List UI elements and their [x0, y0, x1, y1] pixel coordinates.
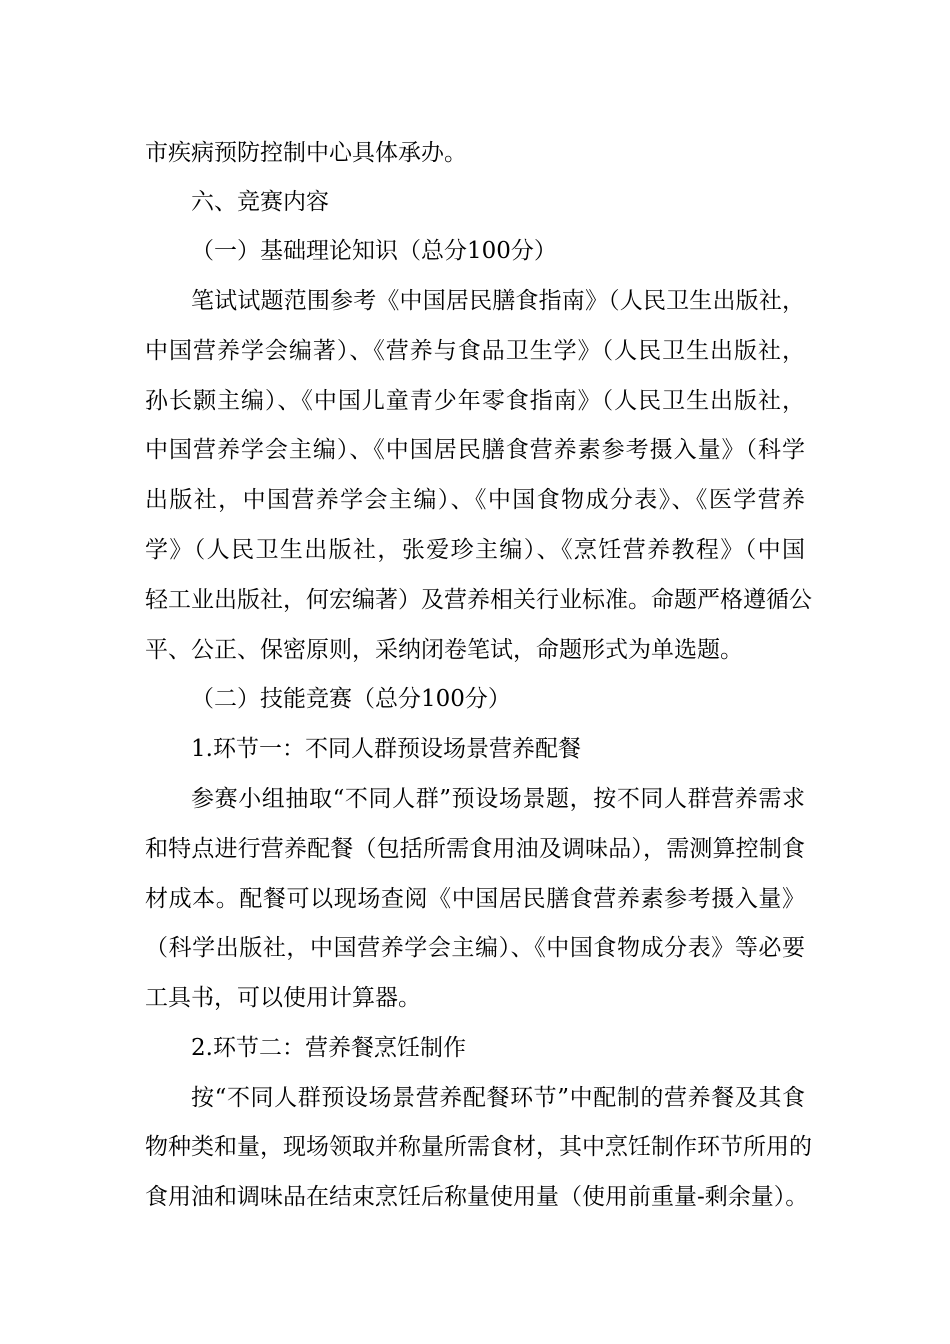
item-heading: 1.环节一：不同人群预设场景营养配餐 — [191, 736, 581, 762]
paragraph-line: 笔试试题范围参考《中国居民膳食指南》（人民卫生出版社， — [191, 288, 805, 314]
paragraph-line: 材成本。配餐可以现场查阅《中国居民膳食营养素参考摄入量》 — [145, 886, 805, 912]
paragraph-line: 食用油和调味品在结束烹饪后称量使用量（使用前重量-剩余量）。 — [145, 1184, 809, 1210]
subsection-heading: （一）基础理论知识（总分100分） — [191, 238, 557, 264]
paragraph-line: 中国营养学会编著）、《营养与食品卫生学》（人民卫生出版社， — [145, 338, 805, 364]
paragraph-line: 物种类和量，现场领取并称量所需食材，其中烹饪制作环节所用的 — [145, 1134, 812, 1160]
paragraph-line: 出版社，中国营养学会主编）、《中国食物成分表》、《医学营养 — [145, 487, 805, 513]
paragraph-line: 工具书，可以使用计算器。 — [145, 985, 421, 1011]
paragraph-line: 孙长颢主编）、《中国儿童青少年零食指南》（人民卫生出版社， — [145, 388, 805, 414]
section-heading: 六、竞赛内容 — [191, 189, 329, 215]
paragraph-line: （科学出版社，中国营养学会主编）、《中国食物成分表》等必要 — [145, 935, 805, 961]
subsection-heading: （二）技能竞赛（总分100分） — [191, 686, 511, 712]
paragraph-line: 市疾病预防控制中心具体承办。 — [145, 140, 467, 166]
paragraph-line: 参赛小组抽取“不同人群”预设场景题，按不同人群营养需求 — [191, 786, 805, 812]
paragraph-line: 学》（人民卫生出版社，张爱珍主编）、《烹饪营养教程》（中国 — [145, 537, 805, 563]
paragraph-line: 平、公正、保密原则，采纳闭卷笔试，命题形式为单选题。 — [145, 637, 743, 663]
paragraph-line: 轻工业出版社，何宏编著）及营养相关行业标准。命题严格遵循公 — [145, 587, 812, 613]
paragraph-line: 中国营养学会主编）、《中国居民膳食营养素参考摄入量》（科学 — [145, 437, 805, 463]
paragraph-line: 和特点进行营养配餐（包括所需食用油及调味品），需测算控制食 — [145, 836, 805, 862]
paragraph-line: 按“不同人群预设场景营养配餐环节”中配制的营养餐及其食 — [191, 1085, 805, 1111]
item-heading: 2.环节二：营养餐烹饪制作 — [191, 1035, 466, 1061]
